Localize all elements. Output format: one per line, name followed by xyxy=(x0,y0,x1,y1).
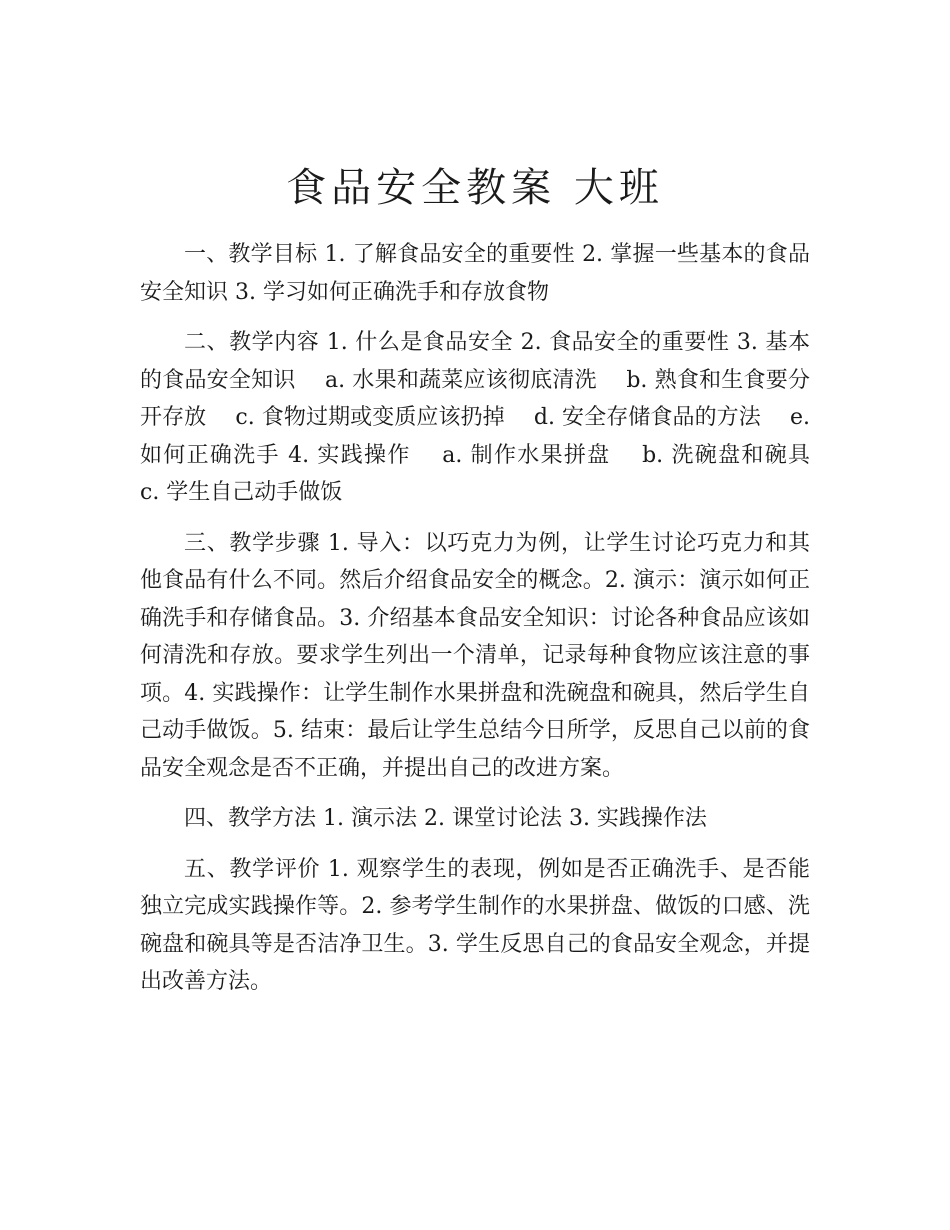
document-body xyxy=(140,236,839,1014)
document-title: 食品安全教案 大班 xyxy=(286,165,664,211)
paragraph-teaching-methods: 四、教学方法 1. 演示法 2. 课堂讨论法 3. 实践操作法 xyxy=(184,806,707,831)
paragraph-teaching-content: 二、教学内容 1. 什么是食品安全 2. 食品安全的重要性 3. 基本的食品安全知识 a. 水果和蔬菜应该彻底清洗 b. 熟食和生食要分开存放 c. 食物过期或变质应该扔掉 d. 安全存储食品的方法 e. 如何正确洗手 4. 实践操作 a. 制作水果拼盘 b. 洗碗盘和碗具 c. 学生自己动手做饭 xyxy=(140,330,839,505)
paragraph-teaching-objectives: 一、教学目标 1. 了解食品安全的重要性 2. 掌握一些基本的食品安全知识 3. 学习如何正确洗手和存放食物 xyxy=(140,242,810,305)
paragraph-teaching-steps: 三、教学步骤 1. 导入：以巧克力为例，让学生讨论巧克力和其他食品有什么不同。然后介绍食品安全的概念。2. 演示：演示如何正确洗手和存储食品。3. 介绍基本食品安全知识：讨论各种食品应该如何清洗和存放。要求学生列出一个清单，记录每种食物应该注意的事项。4. 实践操作：让学生制作水果拼盘和洗碗盘和碗具，然后学生自己动手做饭。5. 结束：最后让学生总结今日所学，反思自己以前的食品安全观念是否不正确，并提出自己的改进方案。 xyxy=(140,530,810,781)
paragraph-teaching-evaluation: 五、教学评价 1. 观察学生的表现，例如是否正确洗手、是否能独立完成实践操作等。2. 参考学生制作的水果拼盘、做饭的口感、洗碗盘和碗具等是否洁净卫生。3. 学生反思自己的食品安全观念，并提出改善方法。 xyxy=(140,856,810,994)
